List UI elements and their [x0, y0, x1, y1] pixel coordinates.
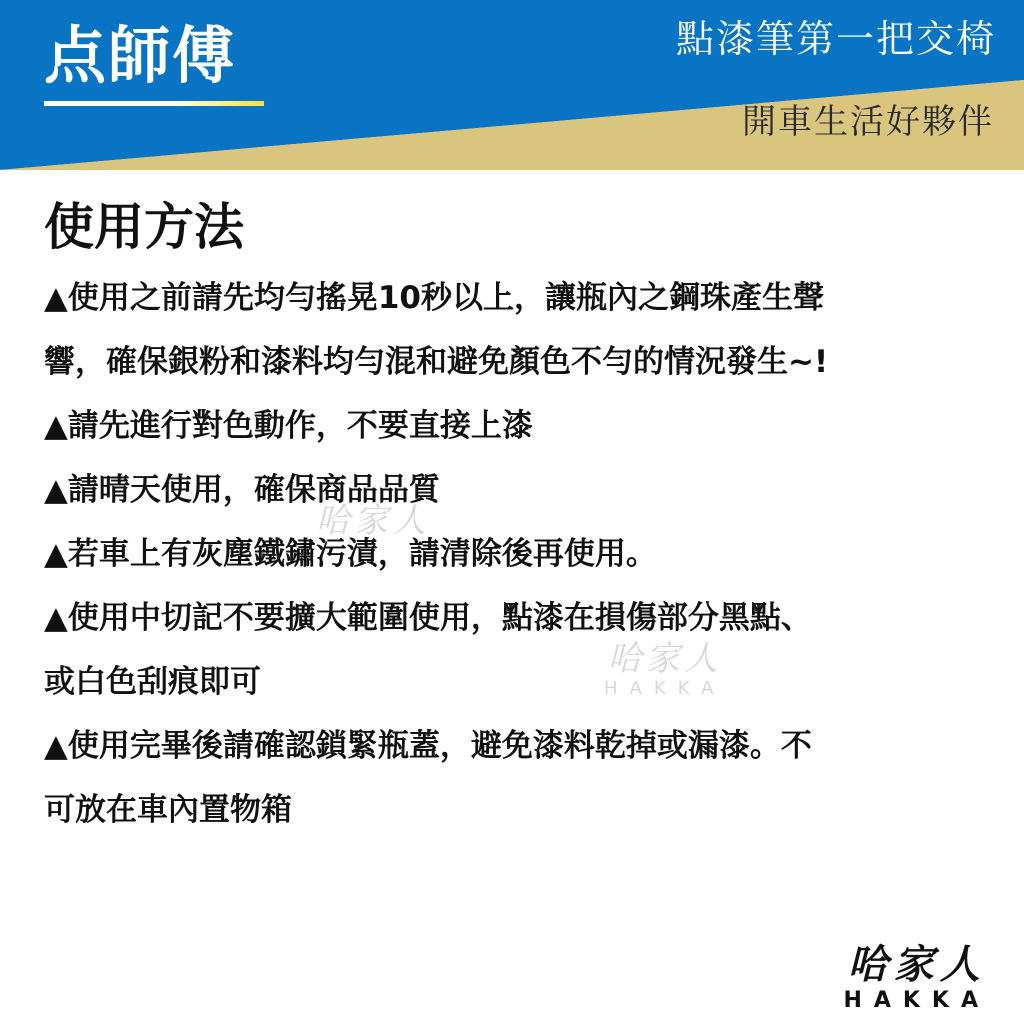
watermark-cn: 哈家人	[607, 639, 722, 679]
instruction-line: 或白色刮痕即可	[44, 664, 261, 700]
slogan-bottom: 開車生活好夥伴	[742, 102, 994, 142]
header-banner	[0, 0, 1024, 170]
instruction-line: ▲使用之前請先均勻搖晃10秒以上，讓瓶內之鋼珠產生聲	[44, 280, 824, 316]
section-title: 使用方法	[44, 198, 244, 256]
instruction-line: 響，確保銀粉和漆料均勻混和避免顏色不勻的情況發生~!	[44, 344, 829, 380]
corner-logo-cn: 哈家人	[847, 941, 986, 988]
instruction-line: ▲使用中切記不要擴大範圍使用，點漆在損傷部分黑點、	[44, 600, 812, 636]
instruction-line: ▲若車上有灰塵鐵鏽污漬，請清除後再使用。	[44, 536, 657, 572]
slogan-top: 點漆筆第一把交椅	[675, 17, 996, 61]
watermark-en: HAKKA	[604, 678, 726, 699]
instructions-section	[44, 192, 984, 842]
brand-logo-text: 点師傅	[44, 19, 237, 92]
instruction-line: ▲使用完畢後請確認鎖緊瓶蓋，避免漆料乾掉或漏漆。不	[44, 728, 812, 764]
instruction-line: 可放在車內置物箱	[44, 792, 292, 828]
instruction-line: ▲請先進行對色動作，不要直接上漆	[44, 408, 533, 444]
watermark-middle	[604, 640, 725, 700]
instruction-list	[44, 266, 984, 842]
watermark-cn: 哈家人	[316, 501, 430, 541]
brand-underline	[44, 101, 264, 106]
corner-logo-en: HAKKA	[843, 988, 990, 1013]
watermark-top	[316, 502, 430, 540]
instruction-line: ▲請晴天使用，確保商品品質	[44, 472, 440, 508]
corner-logo	[843, 942, 990, 1014]
